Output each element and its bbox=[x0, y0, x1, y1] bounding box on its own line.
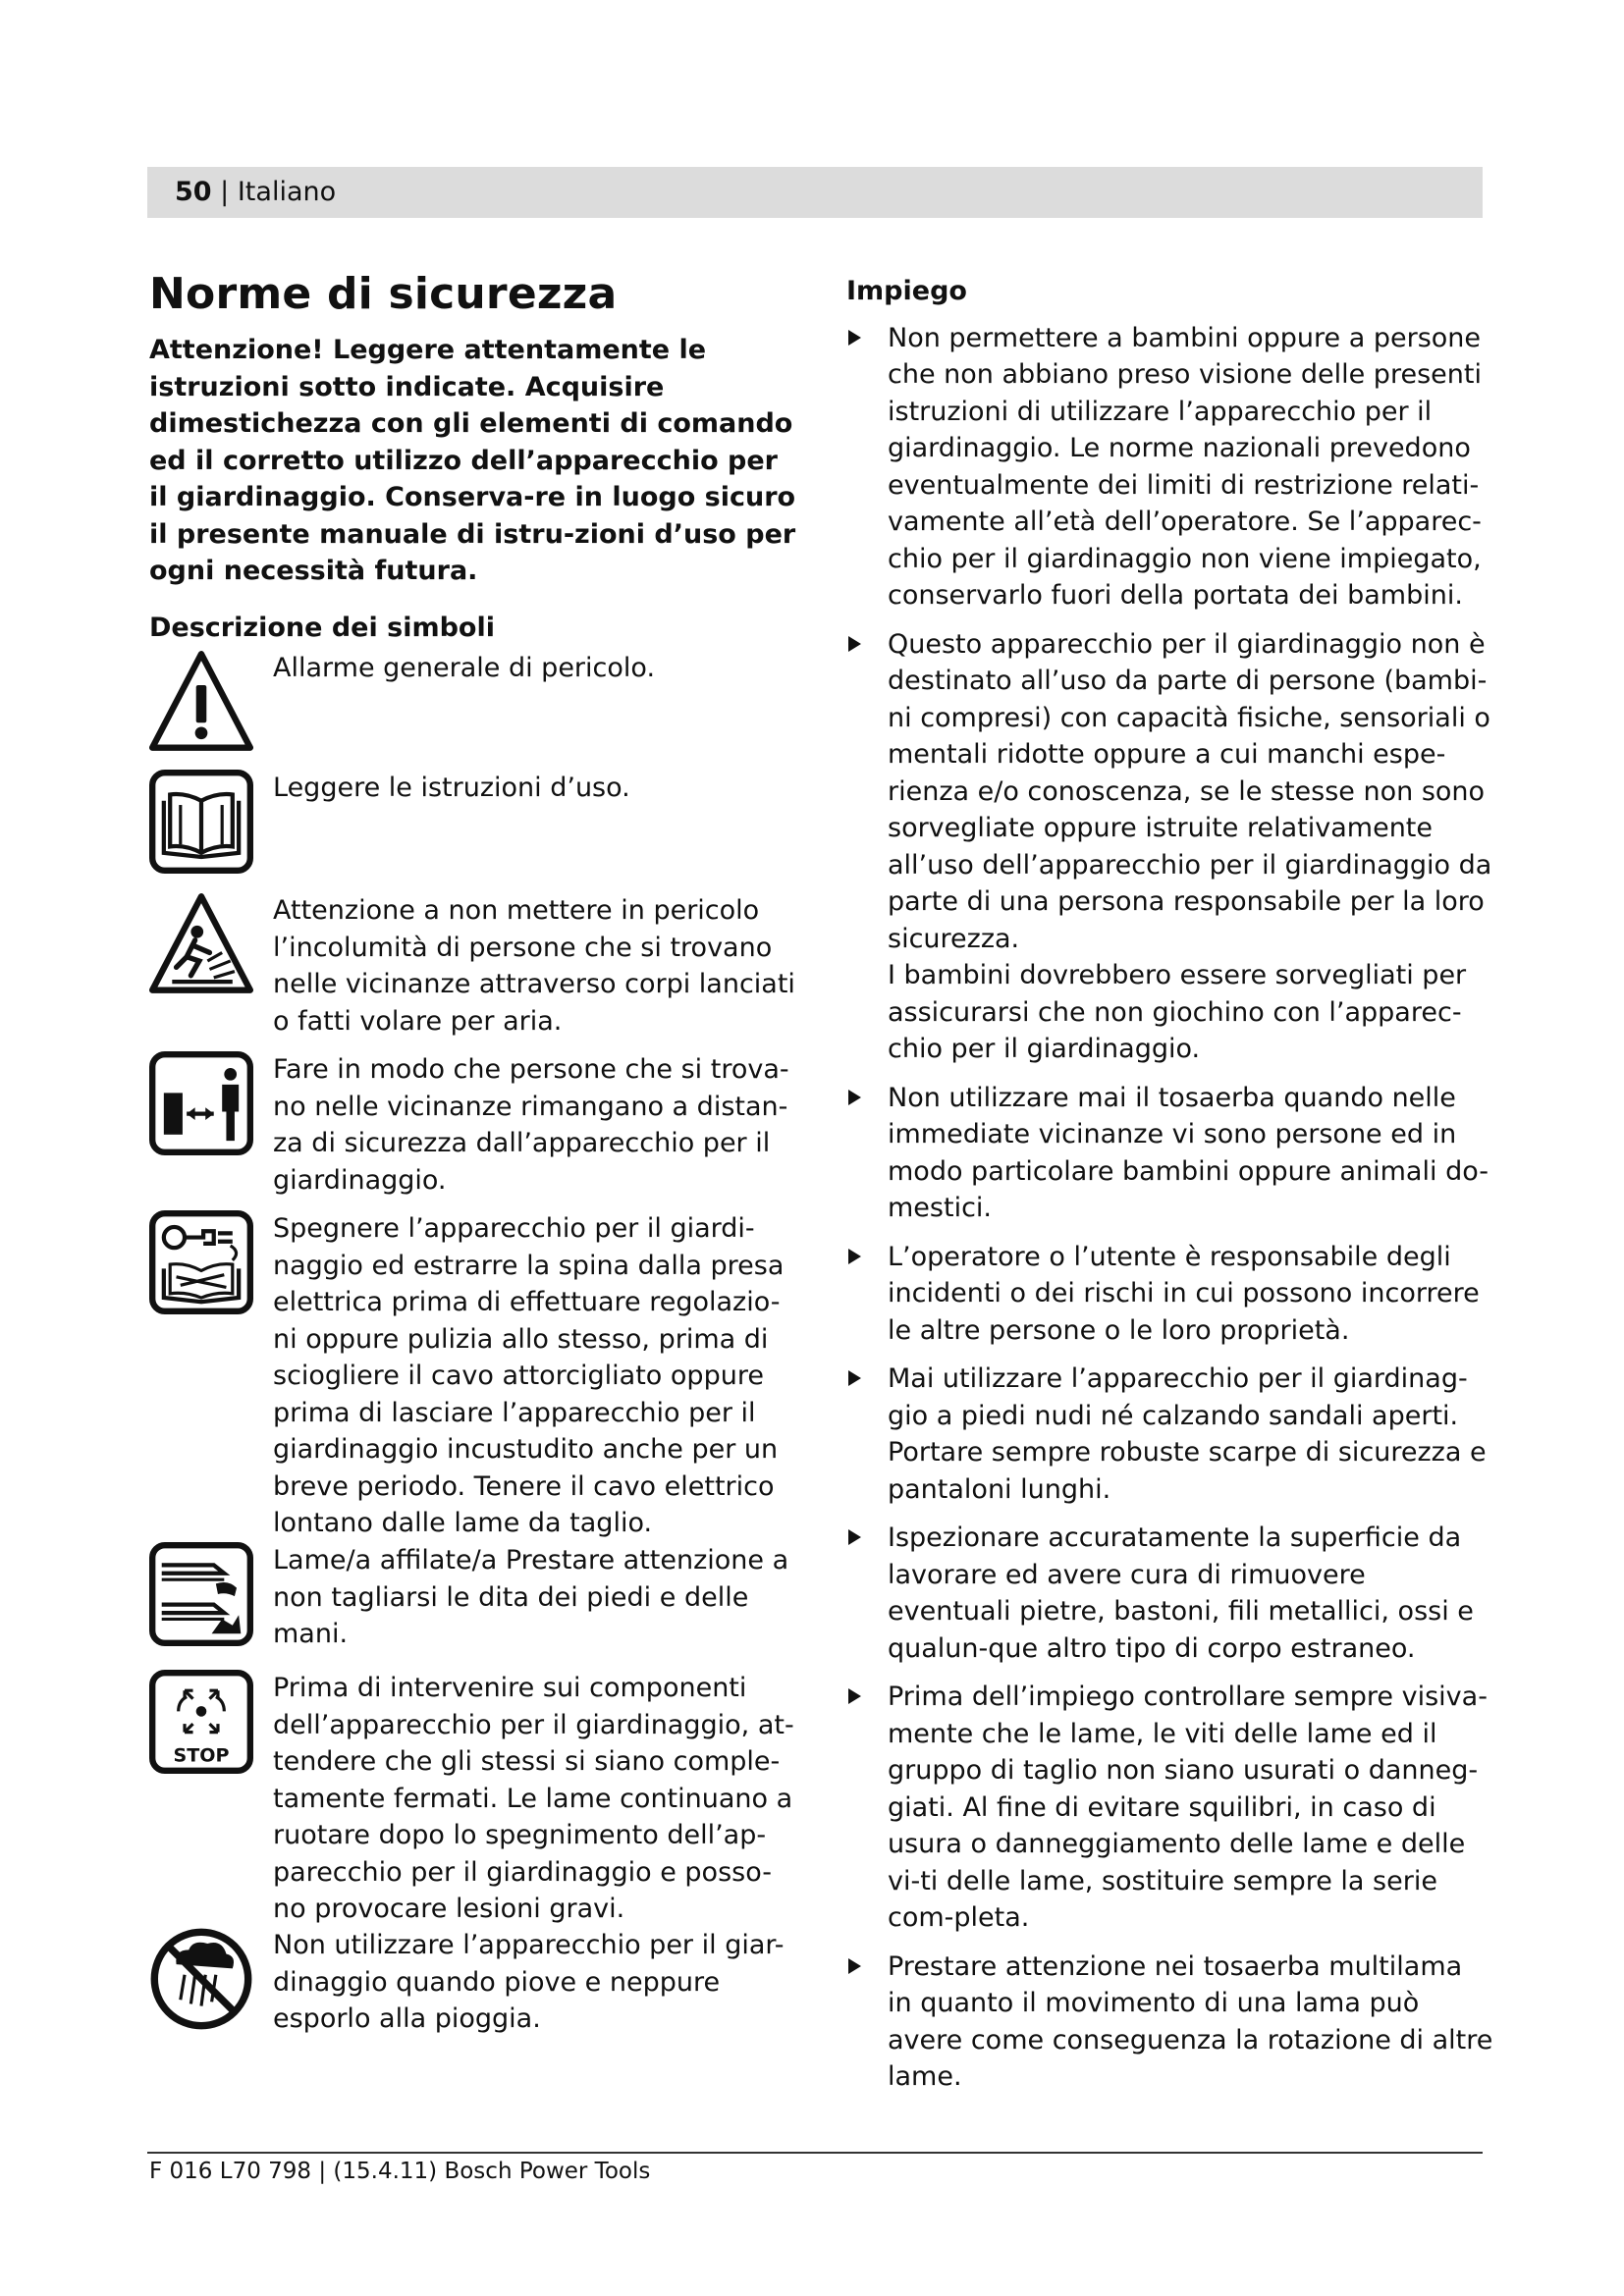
bullet-arrow-icon bbox=[848, 1090, 861, 1105]
page-title: Norme di sicurezza bbox=[149, 269, 618, 319]
list-item: Non permettere a bambini oppure a persone che non abbiano preso visione delle presenti istruzioni di utilizzare l’apparecchio per il giardinaggio. Le norme nazionali prevedono eventualmente dei limiti di restrizione relati-vamente all’età dell’operatore. Se l’apparec-chio per il giardinaggio non viene impiegato, conservarlo fuori della portata dei bambini. bbox=[846, 320, 1494, 614]
read-manual-icon bbox=[149, 770, 253, 874]
symbol-text: Allarme generale di pericolo. bbox=[273, 653, 656, 683]
header-language: Italiano bbox=[237, 177, 337, 207]
symbols-heading: Descrizione dei simboli bbox=[149, 612, 495, 643]
bullet-arrow-icon bbox=[848, 330, 861, 346]
page-header bbox=[147, 167, 1483, 218]
section-heading: Impiego bbox=[846, 276, 967, 306]
symbol-text: Non utilizzare l’apparecchio per il giar-dinaggio quando piove e neppure esporlo alla pioggia. bbox=[273, 1930, 785, 2034]
symbol-text: Attenzione a non mettere in pericolo l’incolumità di persone che si trovano nelle vicinanze attraverso corpi lanciati o fatti volare per aria. bbox=[273, 895, 795, 1037]
symbol-text: Fare in modo che persone che si trova-no nelle vicinanze rimangano a distan-za di sicurezza dall’apparecchio per il giardinaggio. bbox=[273, 1054, 789, 1196]
warning-paragraph: Attenzione! Leggere attentamente le istruzioni sotto indicate. Acquisire dimestichezza con gli elementi di comando ed il corretto utilizzo dell’apparecchio per il giardinaggio. Conserva-re in luogo sicuro il presente manuale di istru-zioni d’uso per ogni necessità futura. bbox=[149, 335, 796, 586]
unplug-icon bbox=[149, 1210, 253, 1314]
footer-divider bbox=[147, 2152, 1483, 2154]
symbol-row bbox=[149, 1542, 797, 1670]
symbol-row bbox=[149, 770, 797, 892]
header-separator: | bbox=[211, 177, 238, 207]
bullet-arrow-icon bbox=[848, 1529, 861, 1545]
symbol-row bbox=[149, 1927, 797, 2045]
stop-rotation-icon bbox=[149, 1670, 253, 1774]
list-item: Prima dell’impiego controllare sempre visiva-mente che le lame, le viti delle lame ed il gruppo di taglio non siano usurati o danneg-giati. Al fine di evitare squilibri, in caso di usura o danneggiamento delle lame e delle vi-ti delle lame, sostituire sempre la serie com-pleta. bbox=[846, 1679, 1494, 1937]
bullet-arrow-icon bbox=[848, 1249, 861, 1264]
page-number: 50 bbox=[175, 177, 212, 207]
left-column bbox=[149, 265, 797, 2045]
symbol-row bbox=[149, 650, 797, 770]
list-item: Prestare attenzione nei tosaerba multilama in quanto il movimento di una lama può avere come conseguenza la rotazione di altre lame. bbox=[846, 1949, 1494, 2096]
page-footer: F 016 L70 798 | (15.4.11) Bosch Power Tools bbox=[149, 2159, 651, 2184]
bullet-arrow-icon bbox=[848, 1958, 861, 1974]
list-item: Non utilizzare mai il tosaerba quando nelle immediate vicinanze vi sono persone ed in modo particolare bambini oppure animali do-mestici. bbox=[846, 1080, 1494, 1227]
bullet-arrow-icon bbox=[848, 1688, 861, 1704]
list-item: Ispezionare accuratamente la superficie da lavorare ed avere cura di rimuovere eventuali pietre, bastoni, fili metallici, ossi e qualun-que altro tipo di corpo estraneo. bbox=[846, 1520, 1494, 1667]
no-rain-icon bbox=[149, 1927, 253, 2031]
keep-distance-icon bbox=[149, 1051, 253, 1155]
thrown-objects-icon bbox=[149, 892, 253, 996]
sharp-blades-icon bbox=[149, 1542, 253, 1646]
list-item: L’operatore o l’utente è responsabile degli incidenti o dei rischi in cui possono incorrere le altre persone o le loro proprietà. bbox=[846, 1239, 1494, 1350]
header-text bbox=[175, 175, 336, 210]
bullet-list bbox=[846, 320, 1494, 2096]
symbol-text: Spegnere l’apparecchio per il giardi-naggio ed estrarre la spina dalla presa elettrica prima di effettuare regolazio-ni oppure pulizia allo stesso, prima di sciogliere il cavo attorcigliato oppure prima di lasciare l’apparecchio per il giardinaggio incustudito anche per un breve periodo. Tenere il cavo elettrico lontano dalle lame da taglio. bbox=[273, 1213, 785, 1538]
list-item: Questo apparecchio per il giardinaggio non è destinato all’uso da parte di persone (bambi-ni compresi) con capacità fisiche, sensoriali o mentali ridotte oppure a cui manchi espe-rienza e/o conoscenza, se le stesse non sono sorvegliate oppure istruite relativamente all’uso dell’apparecchio per il giardinaggio da parte di una persona responsabile per la loro sicurezza. I bambini dovrebbero essere sorvegliati per assicurarsi che non giochino con l’apparec-chio per il giardinaggio. bbox=[846, 626, 1494, 1068]
bullet-arrow-icon bbox=[848, 1370, 861, 1386]
list-item: Mai utilizzare l’apparecchio per il giardinag-gio a piedi nudi né calzando sandali aperti. Portare sempre robuste scarpe di sicurezza e pantaloni lunghi. bbox=[846, 1361, 1494, 1508]
symbol-text: Prima di intervenire sui componenti dell’apparecchio per il giardinaggio, at-tendere che gli stessi si siano comple-tamente fermati. Le lame continuano a ruotare dopo lo spegnimento dell’ap-parecchio per il giardinaggio e posso-no provocare lesioni gravi. bbox=[273, 1673, 794, 1924]
symbol-row bbox=[149, 1670, 797, 1927]
right-column bbox=[846, 273, 1494, 2108]
symbol-text: Leggere le istruzioni d’uso. bbox=[273, 773, 630, 803]
general-danger-icon bbox=[149, 650, 253, 754]
stop-label: STOP bbox=[173, 1744, 230, 1767]
bullet-arrow-icon bbox=[848, 636, 861, 652]
symbol-row bbox=[149, 1210, 797, 1542]
symbol-text: Lame/a affilate/a Prestare attenzione a non tagliarsi le dita dei piedi e delle mani. bbox=[273, 1545, 789, 1649]
symbol-row bbox=[149, 1051, 797, 1210]
symbol-row bbox=[149, 892, 797, 1051]
